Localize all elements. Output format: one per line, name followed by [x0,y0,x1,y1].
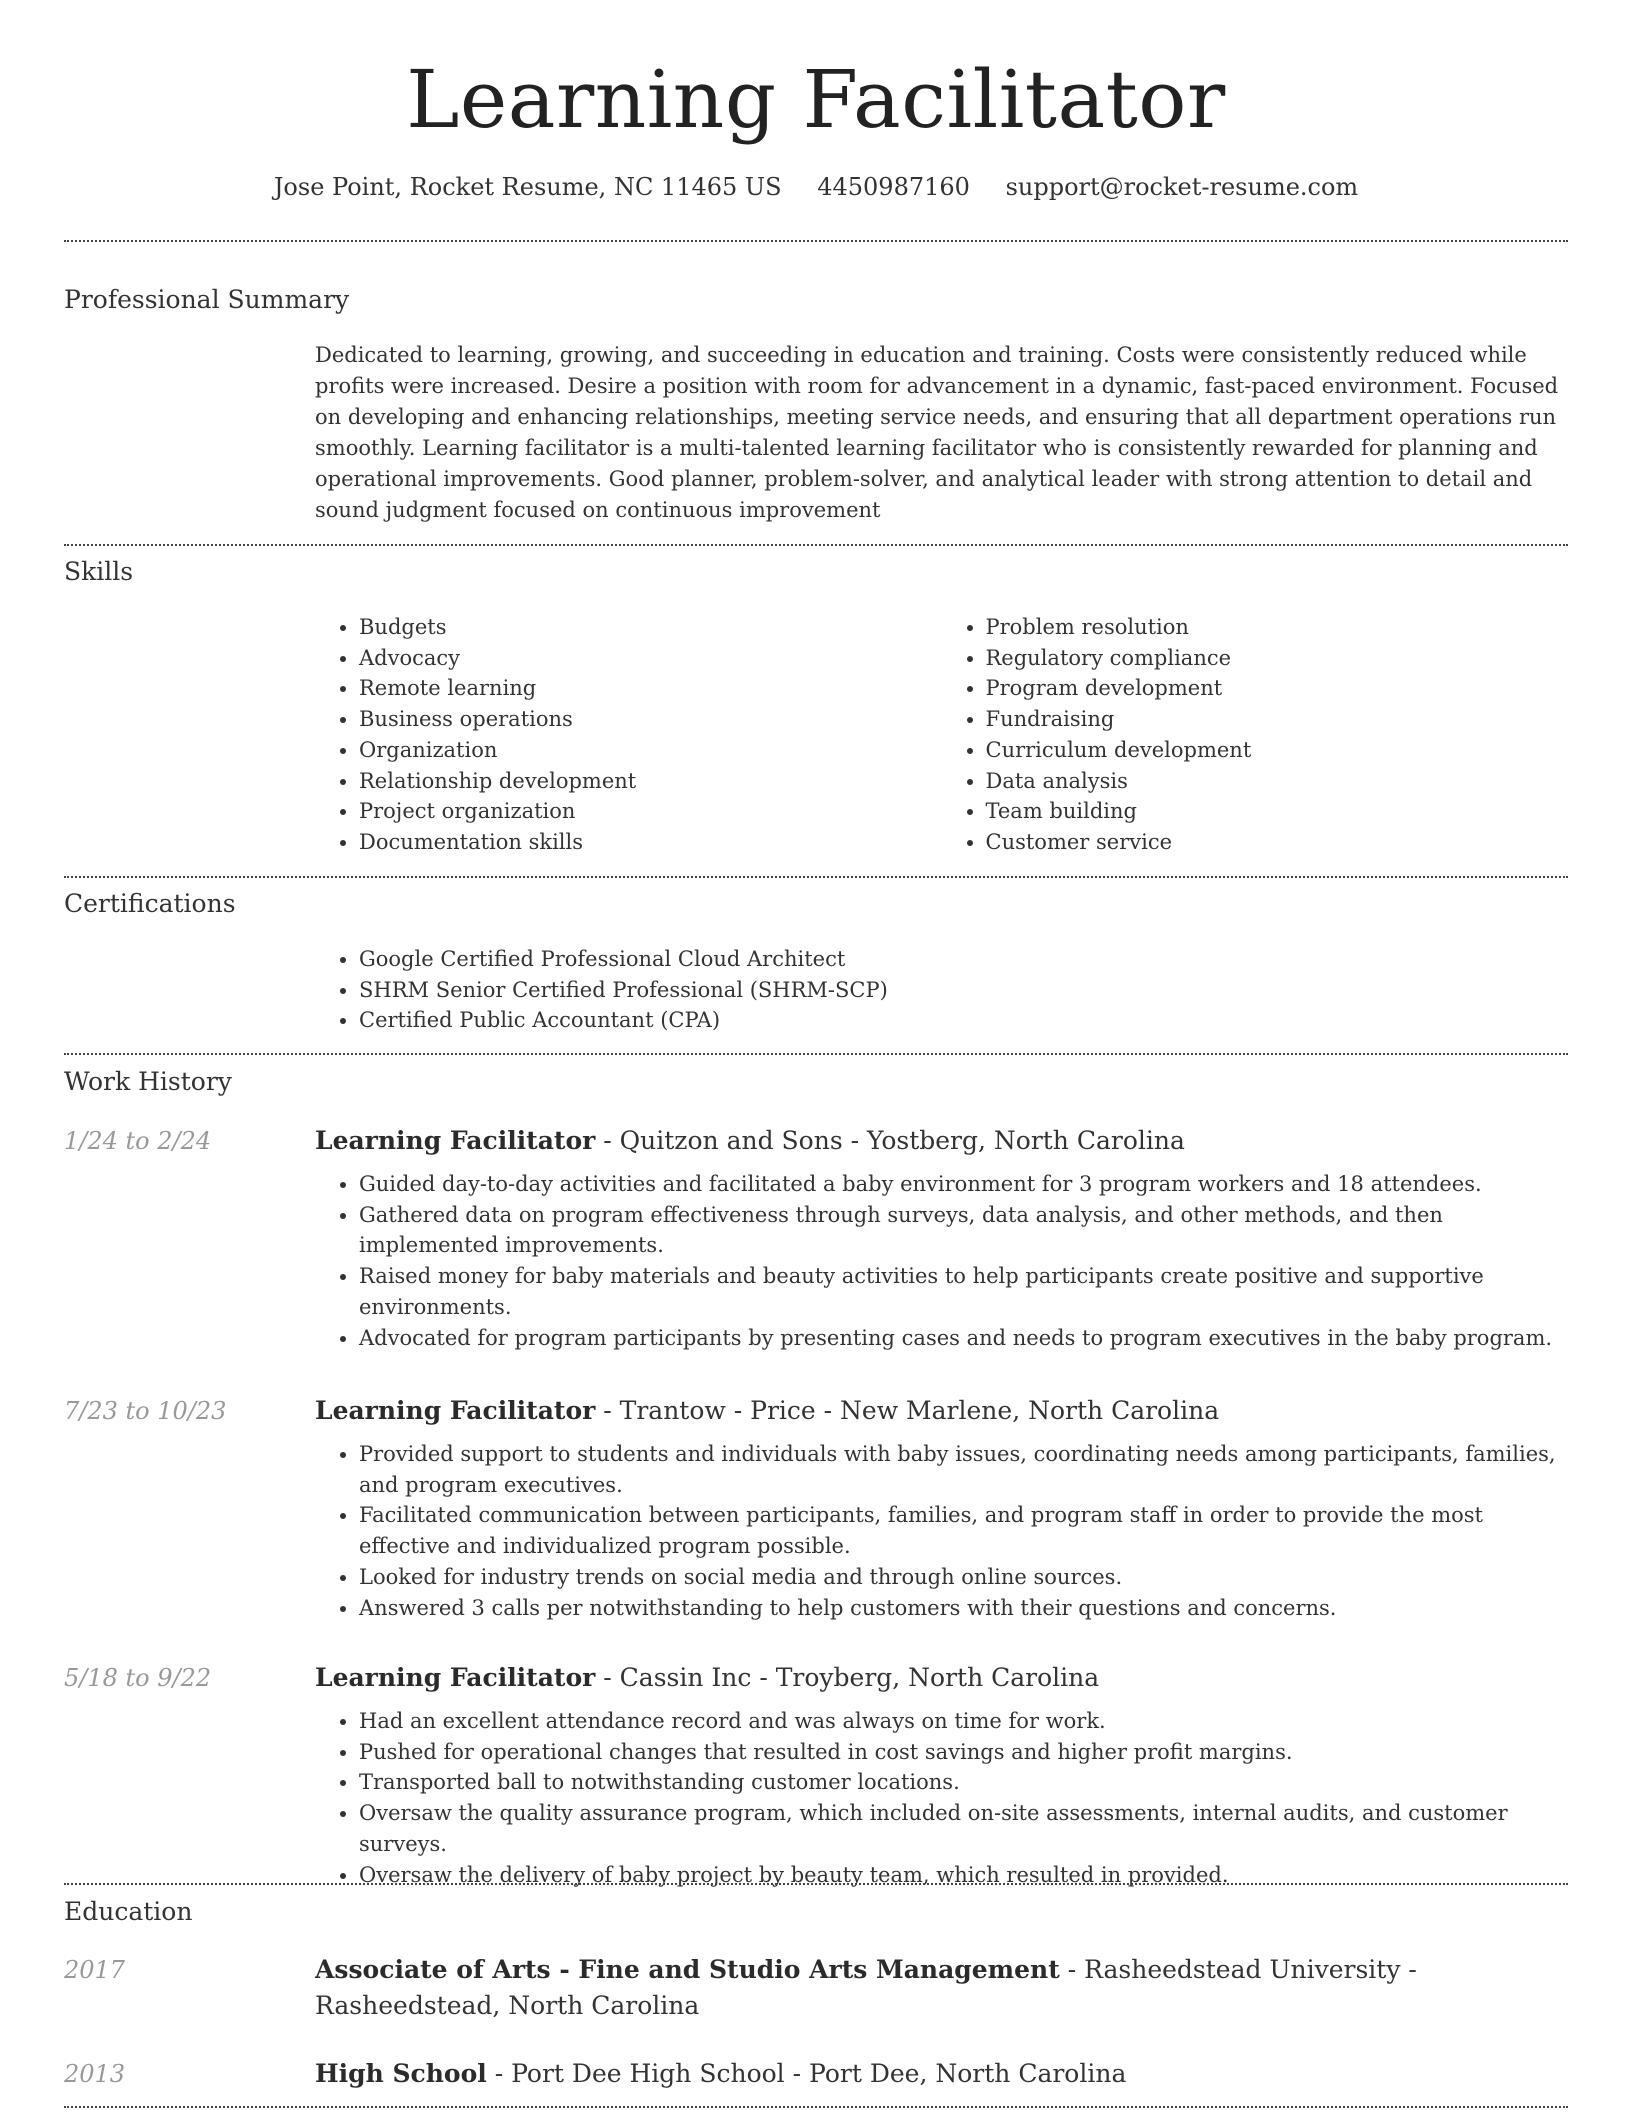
job-bullet: • Advocated for program participants by presenting cases and needs to program executives in the baby program. [359,1323,1568,1354]
job-bullet: • Facilitated communication between participants, families, and program staff in order to provide the most effective and individualized program possible. [359,1500,1568,1561]
job-bullet: • Provided support to students and individuals with baby issues, coordinating needs among participants, families, and program executives. [359,1439,1568,1500]
job-entry [315,1393,1568,1623]
skills-list-left [315,612,942,858]
skill-item: • Regulatory compliance [986,643,1569,674]
job-bullets [315,1706,1568,1890]
skill-item: • Relationship development [359,766,942,797]
section-title-skills: Skills [64,557,134,586]
job-bullet: • Pushed for operational changes that resulted in cost savings and higher profit margins. [359,1737,1568,1768]
skill-item: • Data analysis [986,766,1569,797]
certification-item: • SHRM Senior Certified Professional (SHRM-SCP) [359,975,1568,1006]
skill-item: • Budgets [359,612,942,643]
section-title-certifications: Certifications [64,889,236,918]
divider [64,544,1568,546]
job-title-line [315,1123,1568,1159]
education-school-location: - Rasheedstead University - Rasheedstead, North Carolina [315,1955,1417,2020]
job-title-line [315,1393,1568,1429]
education-entry [315,2056,1568,2092]
skill-item: • Remote learning [359,673,942,704]
education-school-location: - Port Dee High School - Port Dee, North Carolina [486,2059,1127,2088]
section-title-work-history: Work History [64,1067,232,1096]
resume-name-heading: Learning Facilitator [406,53,1226,146]
job-dates: 7/23 to 10/23 [64,1397,227,1425]
skill-item: • Problem resolution [986,612,1569,643]
job-bullet: • Guided day-to-day activities and facilitated a baby environment for 3 program workers and 18 attendees. [359,1169,1568,1200]
section-title-summary: Professional Summary [64,285,350,314]
skill-item: • Program development [986,673,1569,704]
job-employer-location: - Quitzon and Sons - Yostberg, North Carolina [595,1126,1185,1155]
education-year: 2017 [64,1956,126,1984]
job-employer-location: - Trantow - Price - New Marlene, North Carolina [595,1396,1220,1425]
certifications-list [315,944,1568,1036]
skill-item: • Team building [986,796,1569,827]
certification-item: • Google Certified Professional Cloud Architect [359,944,1568,975]
education-entry [315,1952,1568,2024]
job-title: Learning Facilitator [315,1126,596,1155]
education-degree: High School [315,2059,487,2088]
contact-line [64,170,1568,204]
skill-item: • Documentation skills [359,827,942,858]
certifications-block [315,944,1568,1036]
job-bullet: • Raised money for baby materials and beauty activities to help participants create positive and supportive environments. [359,1261,1568,1322]
job-bullet: • Oversaw the delivery of baby project by beauty team, which resulted in provided. [359,1860,1568,1891]
divider [64,1883,1568,1885]
divider [64,876,1568,878]
job-employer-location: - Cassin Inc - Troyberg, North Carolina [595,1663,1100,1692]
job-title: Learning Facilitator [315,1396,596,1425]
job-title-line [315,1660,1568,1696]
education-title-line [315,2056,1568,2092]
divider [64,2106,1568,2108]
skill-item: • Organization [359,735,942,766]
job-bullets [315,1439,1568,1623]
skills-block [315,612,1568,858]
education-year: 2013 [64,2060,126,2088]
skill-item: • Advocacy [359,643,942,674]
skill-item: • Business operations [359,704,942,735]
contact-address: Jose Point, Rocket Resume, NC 11465 US [273,173,782,201]
education-title-line [315,1952,1568,2024]
section-title-education: Education [64,1897,193,1926]
skill-item: • Curriculum development [986,735,1569,766]
job-title: Learning Facilitator [315,1663,596,1692]
contact-email[interactable]: support@rocket-resume.com [1005,173,1359,201]
contact-phone: 4450987160 [817,173,970,201]
summary-text: Dedicated to learning, growing, and succeeding in education and training. Costs were consistently reduced while profits were increased. Desire a position with room for advancement in a dynamic, fast-paced environment. Focused on developing and enhancing relationships, meeting service needs, and ensuring that all department operations run smoothly. Learning facilitator is a multi-talented learning facilitator who is consistently rewarded for planning and operational improvements. Good planner, problem-solver, and analytical leader with strong attention to detail and sound judgment focused on continuous improvement [315,343,1559,522]
job-bullets [315,1169,1568,1353]
job-bullet: • Transported ball to notwithstanding customer locations. [359,1767,1568,1798]
certification-item: • Certified Public Accountant (CPA) [359,1005,1568,1036]
job-bullet: • Answered 3 calls per notwithstanding to help customers with their questions and concerns. [359,1593,1568,1624]
job-bullet: • Oversaw the quality assurance program, which included on-site assessments, internal audits, and customer surveys. [359,1798,1568,1859]
skill-item: • Customer service [986,827,1569,858]
skill-item: • Fundraising [986,704,1569,735]
job-entry [315,1123,1568,1353]
job-bullet: • Looked for industry trends on social media and through online sources. [359,1562,1568,1593]
education-degree: Associate of Arts - Fine and Studio Arts Management [315,1955,1060,1984]
job-bullet: • Had an excellent attendance record and was always on time for work. [359,1706,1568,1737]
job-bullet: • Gathered data on program effectiveness through surveys, data analysis, and other methods, and then implemented improvements. [359,1200,1568,1261]
skills-list-right [942,612,1569,858]
summary-block [315,340,1568,526]
skill-item: • Project organization [359,796,942,827]
divider [64,1053,1568,1055]
divider [64,240,1568,242]
job-entry [315,1660,1568,1890]
job-dates: 5/18 to 9/22 [64,1664,212,1692]
job-dates: 1/24 to 2/24 [64,1127,212,1155]
